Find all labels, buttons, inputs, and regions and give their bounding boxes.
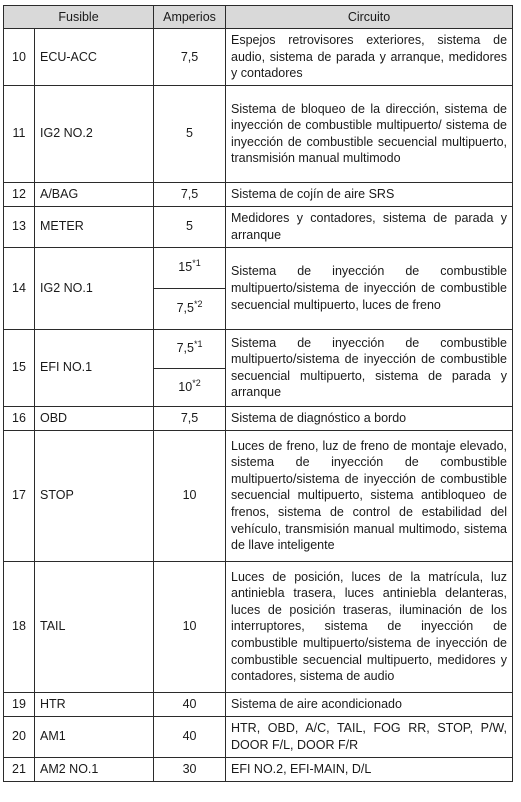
fuse-circuit: Medidores y contadores, sistema de parada y arranque [226, 206, 513, 247]
fuse-amperage: 10 [154, 561, 226, 692]
table-row [4, 29, 513, 86]
fuse-table-container [3, 5, 512, 782]
table-row [4, 329, 513, 368]
fuse-number: 12 [4, 182, 35, 206]
fuse-amperage: 5 [154, 85, 226, 182]
fuse-circuit: EFI NO.2, EFI-MAIN, D/L [226, 757, 513, 781]
footnote-marker: *1 [193, 339, 203, 350]
fuse-circuit: Luces de freno, luz de freno de montaje elevado, sistema de inyección de combustible multipuerto/sistema de inyección de combustible secuencial multipuerto, sistema antibloqueo de frenos, sistema de control de estabilidad del vehículo, transmisión manual multimodo, sistema de llave inteligente [226, 430, 513, 561]
fuse-circuit: Sistema de aire acondicionado [226, 692, 513, 716]
amperage-value: 10 [178, 379, 193, 394]
amperage-value: 15 [178, 260, 193, 275]
fuse-amperage: 7,5 [154, 406, 226, 430]
fuse-name: IG2 NO.1 [35, 247, 154, 329]
fuse-name: IG2 NO.2 [35, 85, 154, 182]
fuse-circuit: Sistema de inyección de combustible multipuerto/sistema de inyección de combustible secuencial multipuerto, sistema de parada y arranque [226, 329, 513, 406]
table-row [4, 406, 513, 430]
fuse-name: AM1 [35, 716, 154, 757]
fuse-circuit: Espejos retrovisores exteriores, sistema de audio, sistema de parada y arranque, medidores y contadores [226, 29, 513, 86]
fuse-name: METER [35, 206, 154, 247]
fuse-name: STOP [35, 430, 154, 561]
fuse-number: 16 [4, 406, 35, 430]
fuse-circuit: Sistema de inyección de combustible multipuerto/sistema de inyección de combustible secuencial multipuerto, luces de freno [226, 247, 513, 329]
footnote-marker: *1 [192, 258, 201, 269]
table-row [4, 85, 513, 182]
fuse-circuit: HTR, OBD, A/C, TAIL, FOG RR, STOP, P/W, DOOR F/L, DOOR F/R [226, 716, 513, 757]
fuse-circuit: Sistema de cojín de aire SRS [226, 182, 513, 206]
fuse-table [3, 5, 513, 782]
fuse-amperage-variant-1 [154, 247, 226, 288]
fuse-name: OBD [35, 406, 154, 430]
fuse-amperage: 7,5 [154, 182, 226, 206]
fuse-amperage: 40 [154, 692, 226, 716]
fuse-name: EFI NO.1 [35, 329, 154, 406]
fuse-amperage: 10 [154, 430, 226, 561]
table-row [4, 692, 513, 716]
fuse-amperage: 30 [154, 757, 226, 781]
table-row [4, 716, 513, 757]
amperage-value: 7,5 [176, 341, 194, 356]
fuse-name: HTR [35, 692, 154, 716]
fuse-circuit: Luces de posición, luces de la matrícula, luz antiniebla trasera, luces antiniebla delanteras, luces de posición traseras, iluminación de los interruptores, sistema de inyección de combustible multipuerto/sistema de inyección de combustible secuencial multipuerto, medidores y contadores, sistema de audio [226, 561, 513, 692]
table-row [4, 430, 513, 561]
fuse-name: TAIL [35, 561, 154, 692]
fuse-amperage: 7,5 [154, 29, 226, 86]
fuse-amperage-variant-1 [154, 329, 226, 368]
fuse-amperage-variant-2 [154, 368, 226, 406]
fuse-number: 17 [4, 430, 35, 561]
fuse-circuit: Sistema de bloqueo de la dirección, sistema de inyección de combustible multipuerto/ sistema de inyección de combustible secuencial multipuerto, transmisión manual multimodo [226, 85, 513, 182]
fuse-circuit: Sistema de diagnóstico a bordo [226, 406, 513, 430]
table-row [4, 561, 513, 692]
fuse-number: 13 [4, 206, 35, 247]
fuse-amperage: 40 [154, 716, 226, 757]
table-header-row [4, 6, 513, 29]
fuse-number: 15 [4, 329, 35, 406]
fuse-number: 21 [4, 757, 35, 781]
fuse-name: A/BAG [35, 182, 154, 206]
header-amperios: Amperios [154, 6, 226, 29]
fuse-name: ECU-ACC [35, 29, 154, 86]
table-row [4, 182, 513, 206]
table-row [4, 247, 513, 288]
fuse-number: 14 [4, 247, 35, 329]
fuse-name: AM2 NO.1 [35, 757, 154, 781]
footnote-marker: *2 [193, 299, 203, 310]
fuse-number: 20 [4, 716, 35, 757]
fuse-number: 18 [4, 561, 35, 692]
header-fusible: Fusible [4, 6, 154, 29]
header-circuito: Circuito [226, 6, 513, 29]
fuse-number: 11 [4, 85, 35, 182]
amperage-value: 7,5 [176, 301, 194, 316]
table-row [4, 206, 513, 247]
fuse-amperage: 5 [154, 206, 226, 247]
table-row [4, 757, 513, 781]
fuse-number: 19 [4, 692, 35, 716]
fuse-amperage-variant-2 [154, 288, 226, 329]
fuse-number: 10 [4, 29, 35, 86]
footnote-marker: *2 [192, 377, 201, 388]
